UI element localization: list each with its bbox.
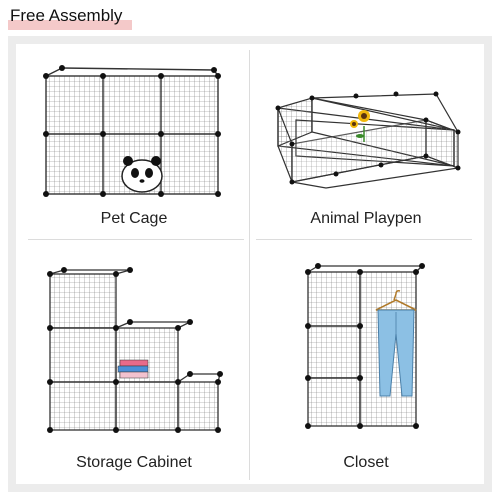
panel-label: Storage Cabinet — [76, 454, 192, 471]
section-header — [8, 6, 138, 28]
horizontal-divider-left — [28, 239, 244, 240]
vertical-divider — [249, 50, 250, 480]
panel-animal-playpen — [256, 46, 476, 236]
panel-label: Pet Cage — [100, 210, 168, 227]
panel-pet-cage — [24, 46, 244, 236]
panda-icon — [122, 156, 162, 192]
panel-label: Animal Playpen — [310, 210, 422, 227]
panel-closet — [256, 262, 476, 471]
playpen-icon — [256, 46, 476, 206]
books-icon — [118, 360, 148, 378]
pet-cage-icon — [24, 46, 244, 206]
closet-icon — [256, 262, 476, 442]
page-title: Free Assembly — [10, 6, 123, 25]
panel-label: Closet — [343, 454, 389, 471]
horizontal-divider-right — [256, 239, 472, 240]
storage-cabinet-icon — [24, 262, 244, 442]
panel-storage-cabinet — [24, 262, 244, 471]
